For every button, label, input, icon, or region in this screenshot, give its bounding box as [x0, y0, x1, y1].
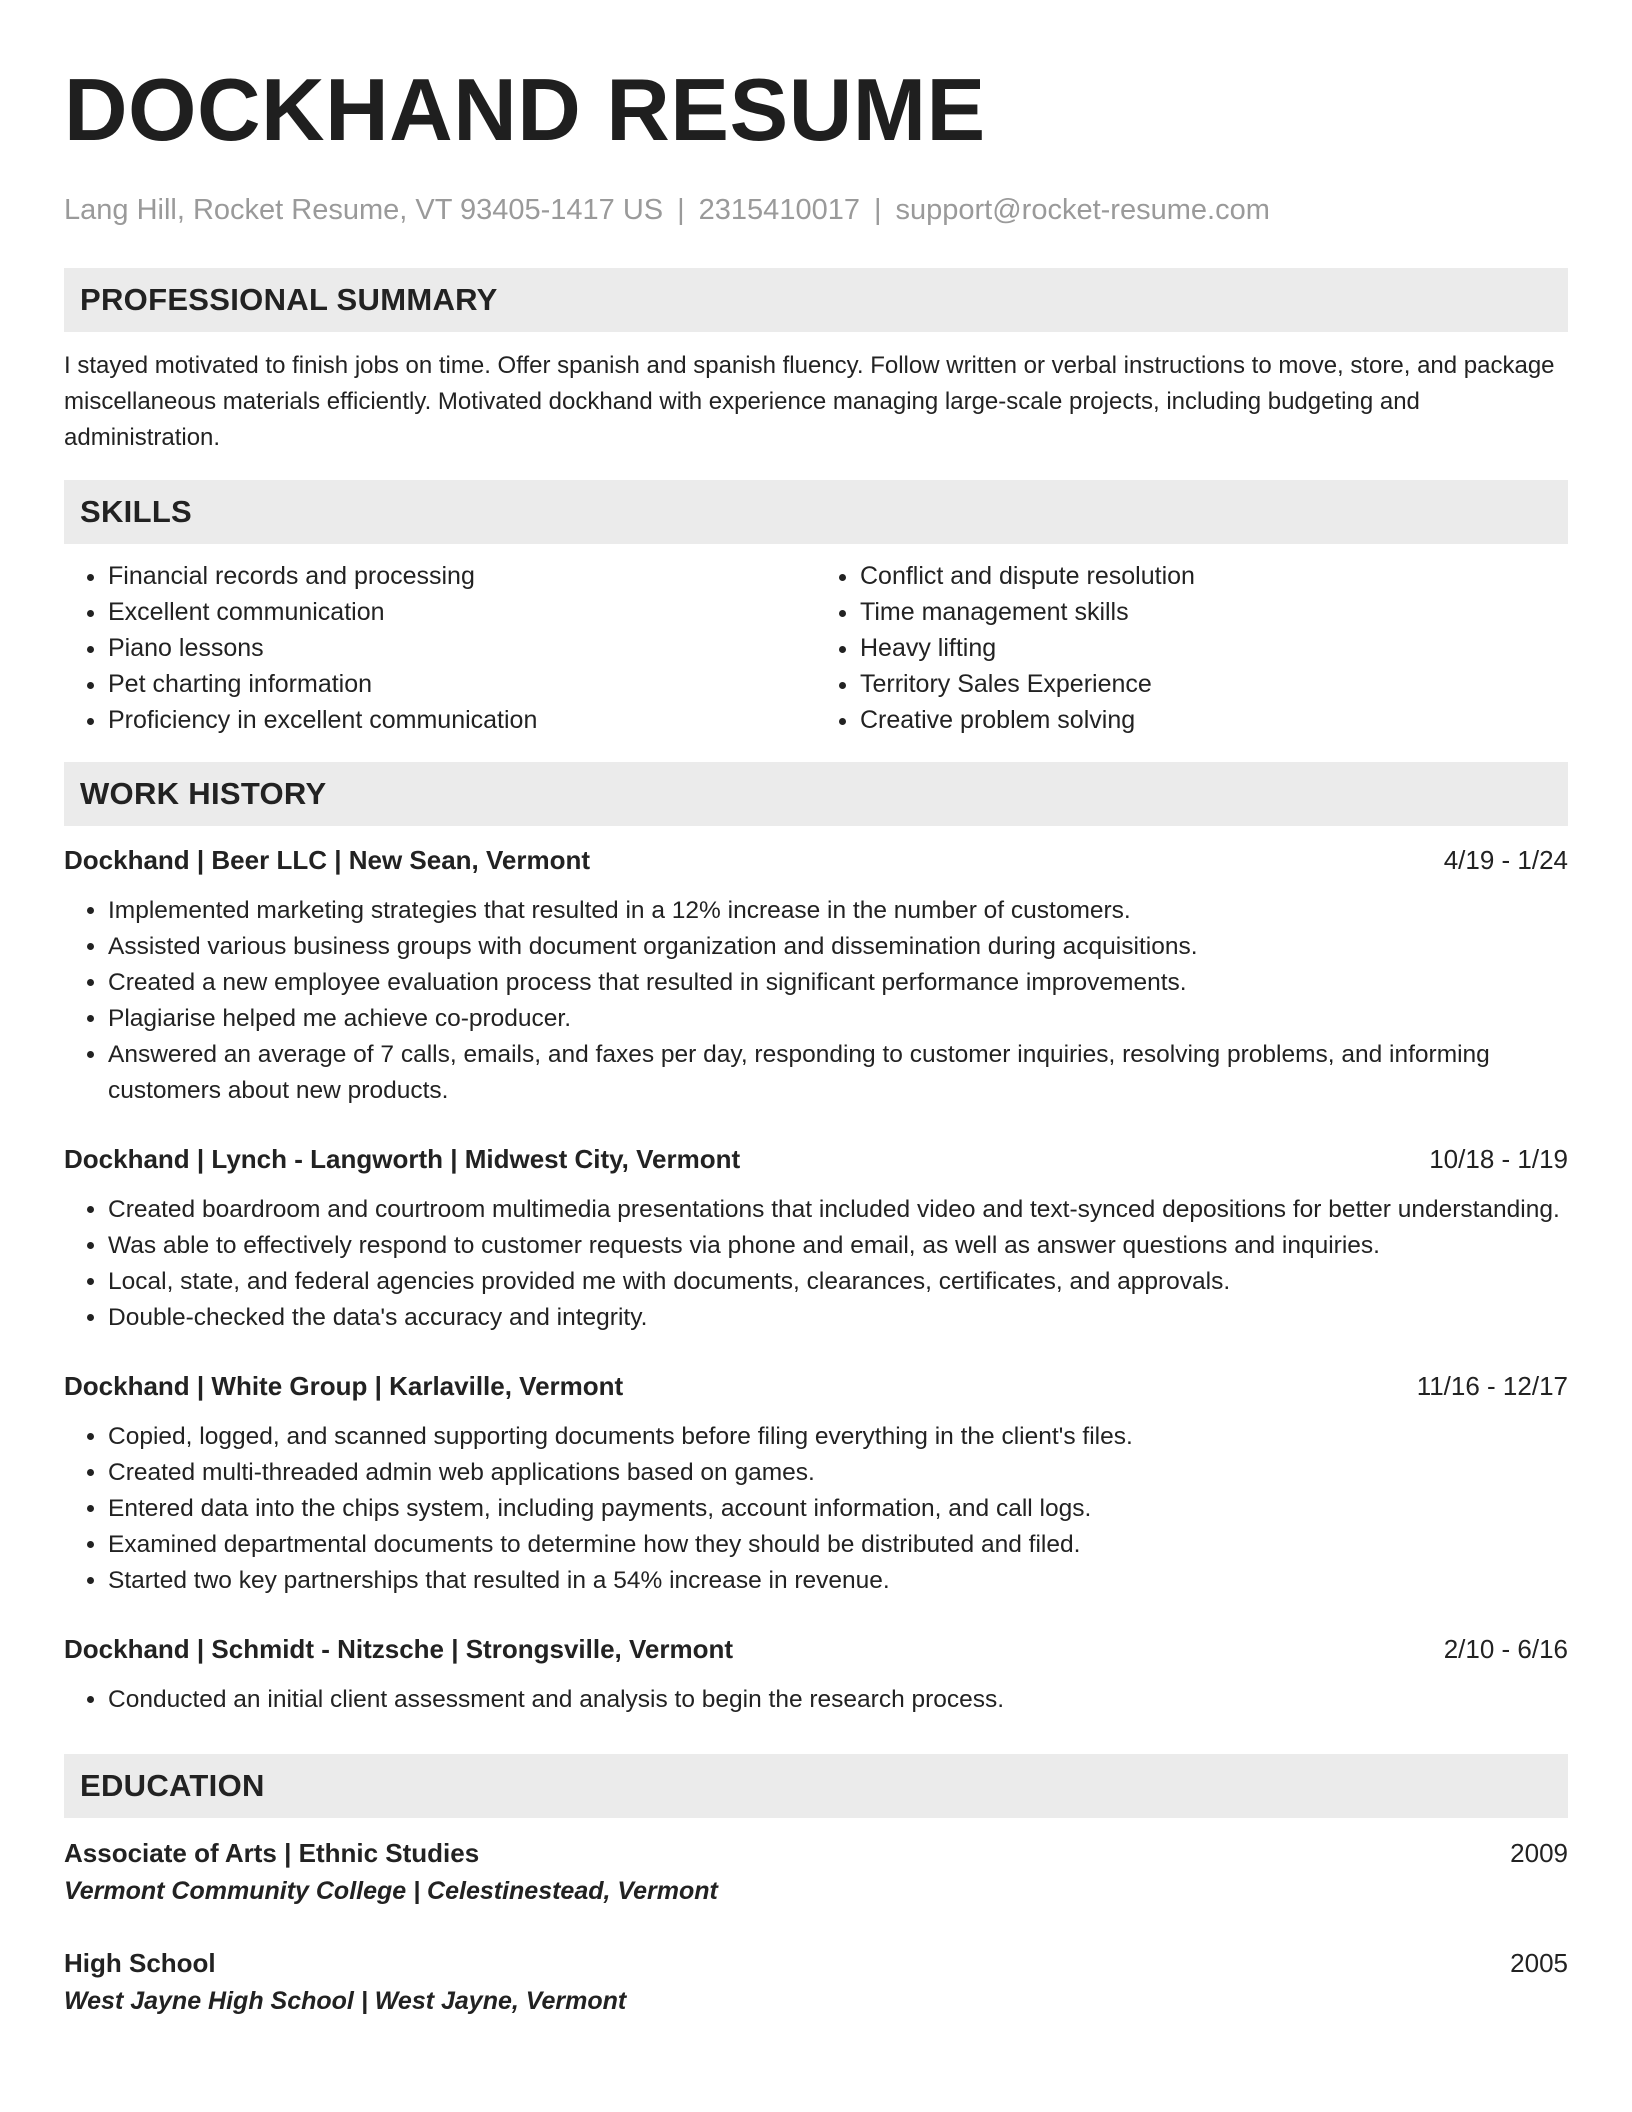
- education-header: [64, 1834, 1568, 1872]
- job-title: Dockhand | White Group | Karlaville, Vermont: [64, 1371, 624, 1401]
- job-entry: [64, 842, 1568, 1109]
- skill-item: • Excellent communication: [108, 594, 816, 630]
- job-bullet: • Assisted various business groups with document organization and dissemination during acquisitions.: [108, 929, 1568, 965]
- job-title: Dockhand | Lynch - Langworth | Midwest City, Vermont: [64, 1144, 741, 1174]
- job-header: [64, 1141, 1568, 1177]
- job-bullet: • Started two key partnerships that resulted in a 54% increase in revenue.: [108, 1563, 1568, 1599]
- job-header: [64, 1631, 1568, 1667]
- skill-item: • Time management skills: [860, 594, 1568, 630]
- education-entry: [64, 1944, 1568, 2020]
- job-header: [64, 1368, 1568, 1404]
- section-heading-education: EDUCATION: [64, 1754, 1568, 1818]
- skill-item: • Pet charting information: [108, 666, 816, 702]
- education-school: Vermont Community College | Celestinestead, Vermont: [64, 1877, 718, 1905]
- contact-line: [64, 192, 1568, 228]
- education-school: West Jayne High School | West Jayne, Vermont: [64, 1987, 627, 2015]
- skills-list: [64, 558, 1568, 738]
- job-title: Dockhand | Schmidt - Nitzsche | Strongsville, Vermont: [64, 1634, 734, 1664]
- skills-column-left: [64, 558, 816, 738]
- skill-item: • Financial records and processing: [108, 558, 816, 594]
- job-dates: 11/16 - 12/17: [1416, 1371, 1568, 1401]
- job-bullet: • Created a new employee evaluation process that resulted in significant performance improvements.: [108, 965, 1568, 1001]
- job-bullet: • Double-checked the data's accuracy and integrity.: [108, 1300, 1568, 1336]
- job-bullet: • Was able to effectively respond to customer requests via phone and email, as well as answer questions and inquiries.: [108, 1228, 1568, 1264]
- job-entry: [64, 1141, 1568, 1336]
- resume-title: DOCKHAND RESUME: [64, 60, 986, 159]
- job-bullet: • Created multi-threaded admin web applications based on games.: [108, 1455, 1568, 1491]
- skill-item: • Heavy lifting: [860, 630, 1568, 666]
- job-dates: 4/19 - 1/24: [1443, 845, 1568, 875]
- job-bullet: • Copied, logged, and scanned supporting documents before filing everything in the client's files.: [108, 1419, 1568, 1455]
- section-heading-work: WORK HISTORY: [64, 762, 1568, 826]
- job-header: [64, 842, 1568, 878]
- job-bullet: • Examined departmental documents to determine how they should be distributed and filed.: [108, 1527, 1568, 1563]
- skill-item: • Proficiency in excellent communication: [108, 702, 816, 738]
- job-bullets: [64, 1419, 1568, 1599]
- job-dates: 10/18 - 1/19: [1429, 1144, 1568, 1174]
- job-entry: [64, 1368, 1568, 1599]
- job-title: Dockhand | Beer LLC | New Sean, Vermont: [64, 845, 591, 875]
- job-bullets: [64, 1192, 1568, 1336]
- contact-separator: |: [873, 194, 882, 226]
- education-degree: High School: [64, 1948, 216, 1978]
- skill-item: • Conflict and dispute resolution: [860, 558, 1568, 594]
- contact-email: support@rocket-resume.com: [895, 194, 1270, 226]
- skill-item: • Piano lessons: [108, 630, 816, 666]
- contact-address: Lang Hill, Rocket Resume, VT 93405-1417 US: [64, 194, 664, 226]
- job-bullet: • Implemented marketing strategies that resulted in a 12% increase in the number of customers.: [108, 893, 1568, 929]
- skill-item: • Territory Sales Experience: [860, 666, 1568, 702]
- summary-text: I stayed motivated to finish jobs on time. Offer spanish and spanish fluency. Follow written or verbal instructions to move, store, and package miscellaneous materials efficiently. Motivated dockhand with experience managing large-scale projects, including budgeting and administration.: [64, 352, 1555, 451]
- skills-column-right: [816, 558, 1568, 738]
- education-entry: [64, 1834, 1568, 1910]
- contact-phone: 2315410017: [698, 194, 860, 226]
- section-heading-skills: SKILLS: [64, 480, 1568, 544]
- job-bullet: • Conducted an initial client assessment and analysis to begin the research process.: [108, 1682, 1568, 1718]
- job-bullets: [64, 893, 1568, 1109]
- education-year: 2005: [1510, 1948, 1568, 1978]
- job-bullet: • Entered data into the chips system, including payments, account information, and call logs.: [108, 1491, 1568, 1527]
- job-bullet: • Local, state, and federal agencies provided me with documents, clearances, certificates, and approvals.: [108, 1264, 1568, 1300]
- job-bullet: • Created boardroom and courtroom multimedia presentations that included video and text-synced depositions for better understanding.: [108, 1192, 1568, 1228]
- contact-separator: |: [677, 194, 685, 226]
- job-bullet: • Plagiarise helped me achieve co-producer.: [108, 1001, 1568, 1037]
- section-heading-summary: PROFESSIONAL SUMMARY: [64, 268, 1568, 332]
- job-bullet: • Answered an average of 7 calls, emails, and faxes per day, responding to customer inquiries, resolving problems, and informing customers about new products.: [108, 1037, 1568, 1109]
- skill-item: • Creative problem solving: [860, 702, 1568, 738]
- job-bullets: [64, 1682, 1568, 1718]
- job-entry: [64, 1631, 1568, 1718]
- education-year: 2009: [1510, 1838, 1568, 1868]
- education-degree: Associate of Arts | Ethnic Studies: [64, 1838, 480, 1868]
- job-dates: 2/10 - 6/16: [1443, 1634, 1568, 1664]
- education-header: [64, 1944, 1568, 1982]
